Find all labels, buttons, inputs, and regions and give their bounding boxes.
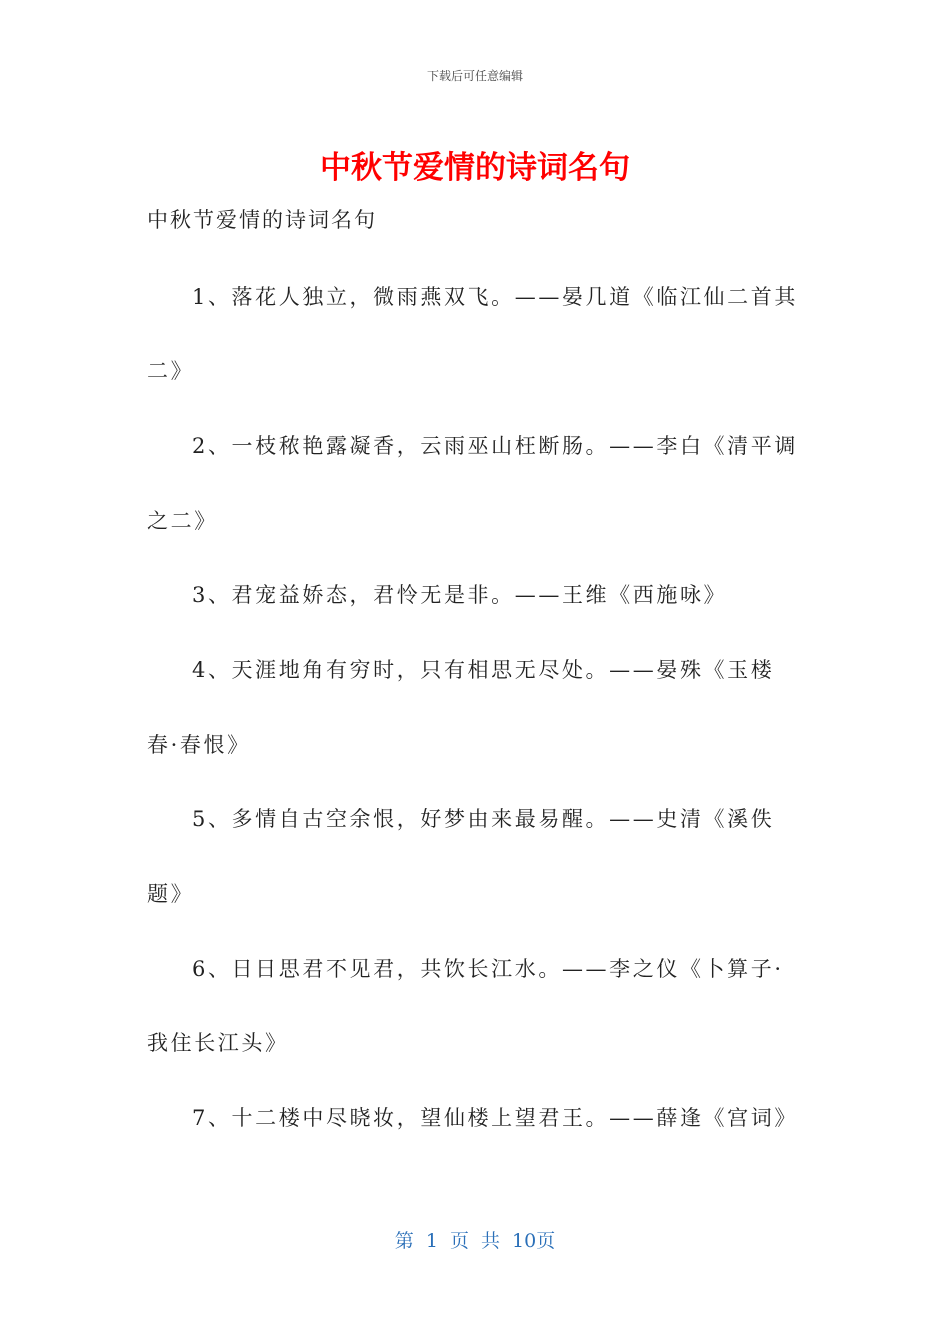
poem-line-continuation: 之二》 bbox=[147, 509, 218, 533]
poem-line-continuation: 春·春恨》 bbox=[147, 733, 251, 757]
poem-line-continuation: 二》 bbox=[147, 359, 195, 383]
poem-line-continuation: 题》 bbox=[147, 882, 195, 906]
poem-line: 4、天涯地角有穷时，只有相思无尽处。——晏殊《玉楼 bbox=[192, 658, 775, 682]
poem-line-continuation: 我住长江头》 bbox=[147, 1031, 289, 1055]
poem-line: 7、十二楼中尽晓妆，望仙楼上望君王。——薛逢《宫词》 bbox=[192, 1106, 798, 1130]
page-footer: 第 1 页 共 10页 bbox=[394, 1230, 556, 1252]
poem-line: 1、落花人独立，微雨燕双飞。——晏几道《临江仙二首其 bbox=[192, 285, 798, 309]
header-note: 下载后可任意编辑 bbox=[426, 69, 523, 83]
poem-line: 6、日日思君不见君，共饮长江水。——李之仪《卜算子· bbox=[192, 957, 784, 981]
poem-line: 2、一枝秾艳露凝香，云雨巫山枉断肠。——李白《清平调 bbox=[192, 434, 798, 458]
poem-line: 3、君宠益娇态，君怜无是非。——王维《西施咏》 bbox=[192, 583, 728, 607]
body-heading: 中秋节爱情的诗词名句 bbox=[147, 208, 377, 232]
poem-line: 5、多情自古空余恨，好梦由来最易醒。——史清《溪佚 bbox=[192, 807, 775, 831]
document-title: 中秋节爱情的诗词名句 bbox=[320, 150, 630, 186]
